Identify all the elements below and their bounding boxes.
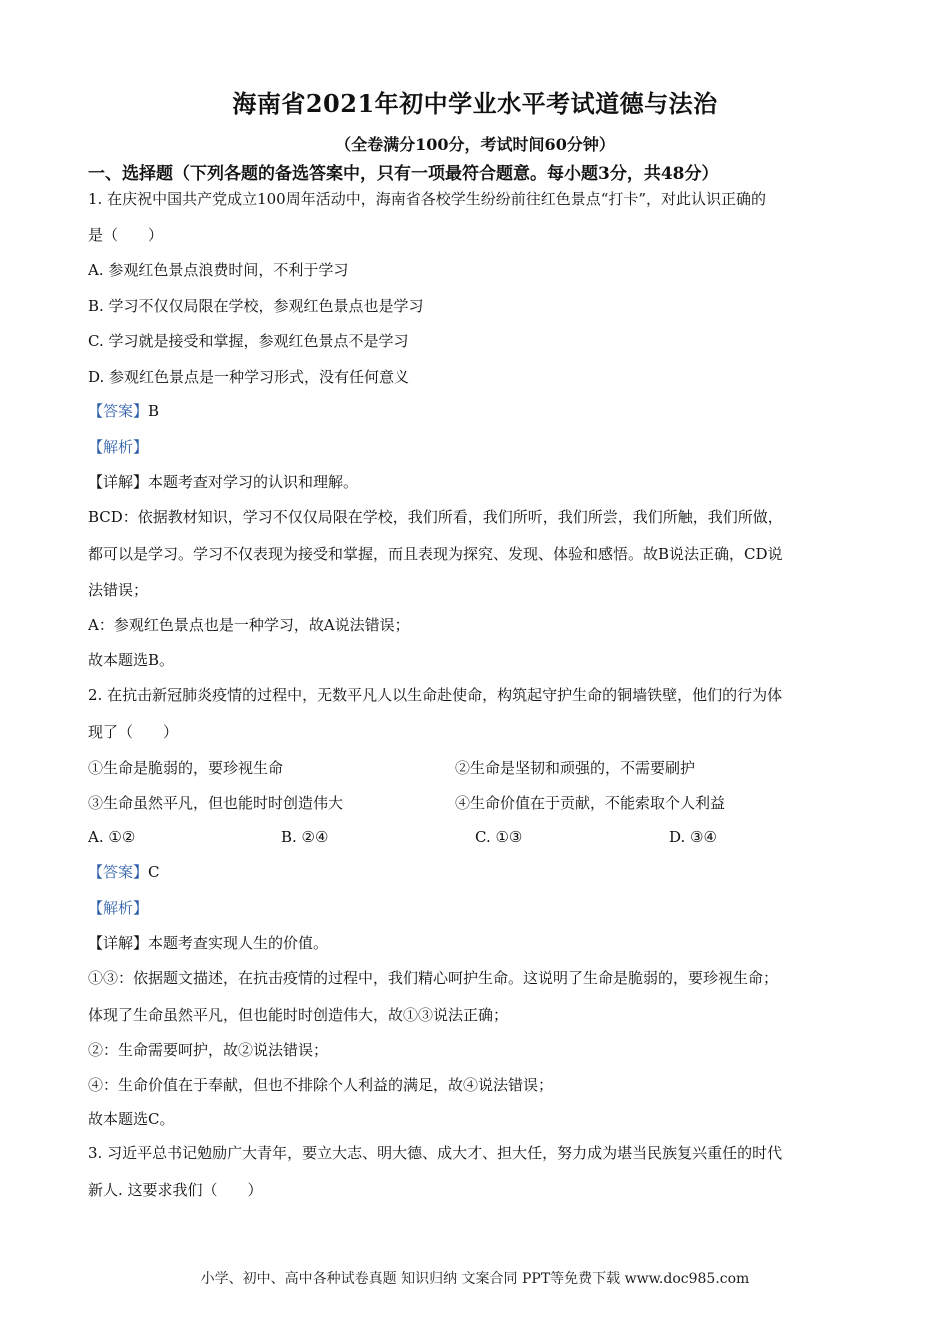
q1-stem-line1: 1. 在庆祝中国共产党成立100周年活动中，海南省各校学生纷纷前往红色景点“打卡”，对此认识正确的 — [88, 190, 767, 208]
q2-item-3: ③生命虽然平凡，但也能时时创造伟大 — [88, 794, 344, 812]
q1-detail — [88, 472, 358, 492]
q2-conclusion: 故本题选C。 — [88, 1110, 175, 1128]
q2-explanation-4: ④：生命价值在于奉献，但也不排除个人利益的满足，故④说法错误； — [88, 1076, 554, 1094]
q1-conclusion: 故本题选B。 — [88, 651, 175, 669]
q3-stem-line2: 新人. 这要求我们（ ） — [88, 1181, 263, 1199]
q1-explanation-1: BCD：依据教材知识，学习不仅仅局限在学校，我们所看，我们所听，我们所尝，我们所触，我们所做， — [88, 508, 783, 526]
q2-option-c: C. ①③ — [475, 828, 523, 846]
page-subtitle: （全卷满分100分，考试时间60分钟） — [335, 135, 615, 154]
q2-explanation-1: ①③：依据题文描述，在抗击疫情的过程中，我们精心呵护生命。这说明了生命是脆弱的，要珍视生命； — [88, 969, 779, 987]
q2-detail — [88, 933, 328, 953]
q1-explanation-4: A：参观红色景点也是一种学习，故A说法错误； — [88, 616, 410, 634]
detail-text: 本题考查实现人生的价值。 — [148, 934, 329, 952]
detail-tag: 【详解】 — [88, 934, 149, 952]
q2-answer — [88, 862, 160, 882]
analysis-tag: 【解析】 — [88, 899, 149, 917]
detail-text: 本题考查对学习的认识和理解。 — [148, 473, 359, 491]
page-footer: 小学、初中、高中各种试卷真题 知识归纳 文案合同 PPT等免费下载 www.doc985.com — [200, 1271, 750, 1287]
q2-item-4: ④生命价值在于贡献，不能索取个人利益 — [455, 794, 726, 812]
q1-answer — [88, 401, 159, 421]
q1-explanation-2: 都可以是学习。学习不仅表现为接受和掌握，而且表现为探究、发现、体验和感悟。故B说法正确，CD说 — [88, 545, 783, 563]
answer-tag: 【答案】 — [88, 402, 149, 420]
answer-tag: 【答案】 — [88, 863, 149, 881]
q2-option-d: D. ③④ — [669, 828, 717, 846]
q2-option-b: B. ②④ — [281, 828, 329, 846]
q2-item-2: ②生命是坚韧和顽强的，不需要刷护 — [455, 759, 696, 777]
q1-explanation-3: 法错误； — [88, 581, 149, 599]
q1-stem-line2: 是（ ） — [88, 226, 164, 244]
q1-option-a: A. 参观红色景点浪费时间，不利于学习 — [88, 261, 349, 279]
q2-option-a: A. ①② — [88, 828, 136, 846]
section-heading: 一、选择题（下列各题的备选答案中，只有一项最符合题意。每小题3分，共48分） — [88, 164, 719, 184]
answer-value: B — [148, 402, 160, 420]
q2-explanation-2: 体现了生命虽然平凡，但也能时时创造伟大，故①③说法正确； — [88, 1006, 509, 1024]
detail-tag: 【详解】 — [88, 473, 149, 491]
q2-item-1: ①生命是脆弱的，要珍视生命 — [88, 759, 284, 777]
q2-stem-line1: 2. 在抗击新冠肺炎疫情的过程中，无数平凡人以生命赴使命，构筑起守护生命的铜墙铁壁，他们的行为体 — [88, 686, 783, 704]
q2-stem-line2: 现了（ ） — [88, 723, 179, 741]
q3-stem-line1: 3. 习近平总书记勉励广大青年，要立大志、明大德、成大才、担大任，努力成为堪当民族复兴重任的时代 — [88, 1144, 783, 1162]
q2-explanation-3: ②：生命需要呵护，故②说法错误； — [88, 1041, 329, 1059]
answer-value: C — [148, 863, 160, 881]
page-title: 海南省2021年初中学业水平考试道德与法治 — [232, 89, 718, 118]
q1-option-b: B. 学习不仅仅局限在学校，参观红色景点也是学习 — [88, 297, 424, 315]
q1-analysis — [88, 437, 148, 457]
q1-option-c: C. 学习就是接受和掌握，参观红色景点不是学习 — [88, 332, 409, 350]
q1-option-d: D. 参观红色景点是一种学习形式，没有任何意义 — [88, 368, 410, 386]
q2-analysis — [88, 898, 148, 918]
analysis-tag: 【解析】 — [88, 438, 149, 456]
